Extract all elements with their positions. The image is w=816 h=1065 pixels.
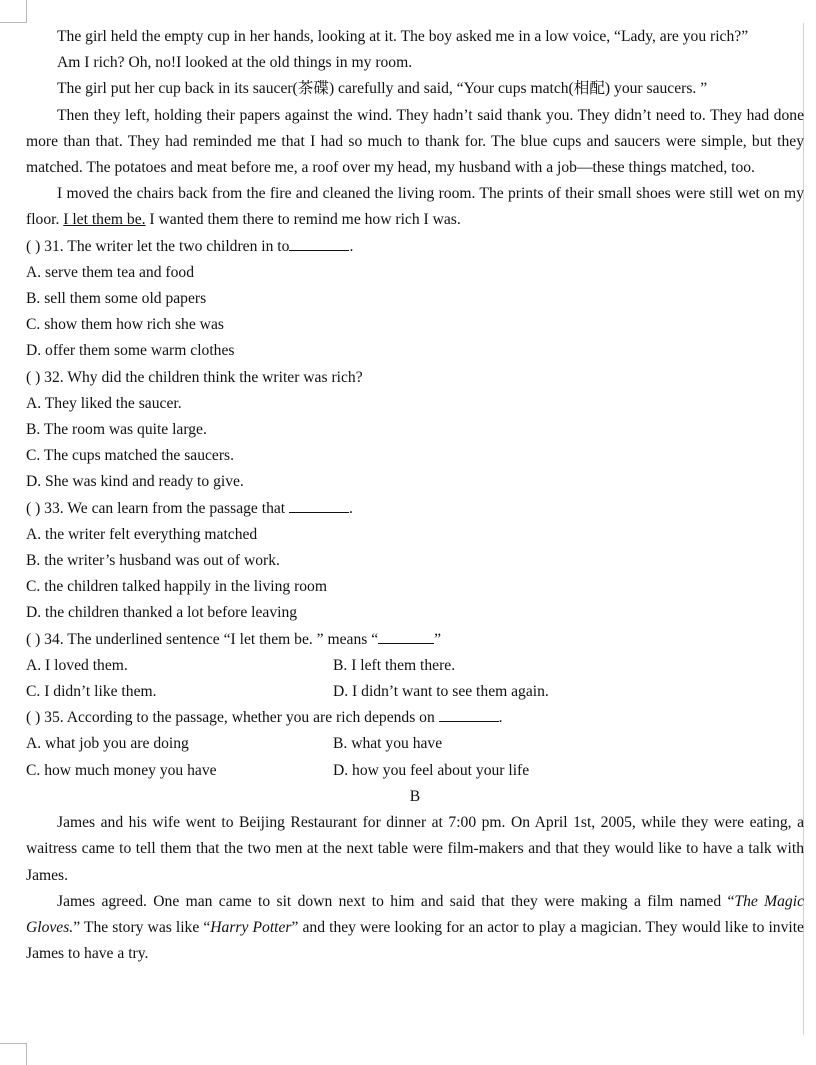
question-33-end: .	[349, 499, 353, 517]
question-35-text: ( ) 35. According to the passage, whether you are rich depends on	[26, 709, 439, 727]
question-33-option-c: C. the children talked happily in the living room	[26, 578, 327, 596]
passage-a-paragraph-4: Then they left, holding their papers against the wind. They hadn’t said thank you. They didn’t need to. They had done more than that. They had reminded me that I had so much to thank for. The blue cups and saucers were simple, but they matched. The potatoes and meat before me, a roof over my head, my husband with a job—these things matched, too.	[26, 106, 804, 177]
question-31-text: ( ) 31. The writer let the two children in to	[26, 237, 290, 255]
passage-a-paragraph-1: The girl held the empty cup in her hands, looking at it. The boy asked me in a low voice, “Lady, are you rich?”	[57, 28, 749, 45]
corner-crop-mark-bottom	[0, 1043, 27, 1065]
question-34-stem	[26, 627, 804, 653]
answer-blank	[439, 706, 499, 722]
book-title: Harry Potter	[210, 918, 292, 936]
question-35-option-c: C. how much money you have	[26, 761, 217, 779]
question-35-options-row-1	[26, 731, 804, 757]
passage-b-text-2: ” The story was like “	[73, 918, 211, 936]
question-31-stem	[26, 234, 804, 260]
passage-a-paragraph-3: The girl put her cup back in its saucer(茶碟) carefully and said, “Your cups match(相配) your saucers. ”	[57, 80, 708, 98]
paragraph-5-text-start: I moved the chairs back from the fire and cleaned the living room. The prints of their small shoes were still wet on my floor.	[26, 185, 804, 229]
passage-b-paragraph-1: James and his wife went to Beijing Restaurant for dinner at 7:00 pm. On April 1st, 2005, while they were eating, a waitress came to tell them that the two men at the next table were film-makers and that they would like to have a talk with James.	[26, 814, 804, 884]
question-34-text: ( ) 34. The underlined sentence “I let them be. ” means “	[26, 630, 379, 648]
passage-b-text-1: James agreed. One man came to sit down next to him and said that they were making a film named “	[57, 892, 735, 910]
question-32-option-a: A. They liked the saucer.	[26, 394, 182, 412]
question-31-option-b: B. sell them some old papers	[26, 290, 207, 308]
question-35-options-row-2	[26, 758, 804, 784]
question-35-end: .	[498, 709, 503, 727]
answer-blank	[289, 235, 349, 251]
passage-b-paragraph-2	[26, 889, 804, 968]
question-31-option-a: A. serve them tea and food	[26, 263, 195, 281]
question-34-option-a: A. I loved them.	[26, 656, 128, 674]
question-35-stem	[26, 705, 804, 731]
passage-b-text-3: ” and they were looking for an actor to play a magician. They would like to invite James to have a try.	[26, 918, 804, 963]
question-35-option-a: A. what job you are doing	[26, 735, 189, 753]
question-32-option-b: B. The room was quite large.	[26, 421, 207, 439]
question-31-option-d: D. offer them some warm clothes	[26, 342, 235, 360]
passage-a-paragraph-5	[26, 181, 804, 233]
question-32-stem: ( ) 32. Why did the children think the writer was rich?	[26, 368, 363, 386]
question-33-option-a: A. the writer felt everything matched	[26, 525, 258, 543]
paragraph-5-text-end: I wanted them there to remind me how rich I was.	[145, 211, 461, 229]
answer-blank	[378, 628, 434, 644]
question-32-option-c: C. The cups matched the saucers.	[26, 447, 234, 465]
passage-a-paragraph-2: Am I rich? Oh, no!I looked at the old things in my room.	[57, 54, 413, 72]
corner-crop-mark-top	[0, 0, 27, 23]
film-title: The Magic Gloves.	[26, 892, 804, 936]
question-34-option-c: C. I didn’t like them.	[26, 683, 157, 701]
question-33-text: ( ) 33. We can learn from the passage that	[26, 499, 290, 517]
section-b-heading: B	[409, 787, 421, 805]
question-35-option-b: B. what you have	[333, 735, 443, 753]
question-31-option-c: C. show them how rich she was	[26, 316, 224, 334]
answer-blank	[289, 497, 349, 513]
question-34-option-b: B. I left them there.	[333, 656, 456, 674]
underlined-sentence: I let them be.	[63, 211, 146, 229]
document-content	[26, 24, 804, 967]
question-34-options-row-2	[26, 679, 804, 705]
question-31-end: .	[349, 237, 354, 255]
question-34-end: ”	[434, 630, 442, 648]
question-35-option-d: D. how you feel about your life	[333, 761, 530, 779]
question-33-stem	[26, 496, 804, 522]
question-33-option-d: D. the children thanked a lot before leaving	[26, 604, 298, 622]
question-33-option-b: B. the writer’s husband was out of work.	[26, 552, 280, 570]
question-34-option-d: D. I didn’t want to see them again.	[333, 683, 549, 701]
question-32-option-d: D. She was kind and ready to give.	[26, 473, 244, 491]
question-34-options-row-1	[26, 653, 804, 679]
